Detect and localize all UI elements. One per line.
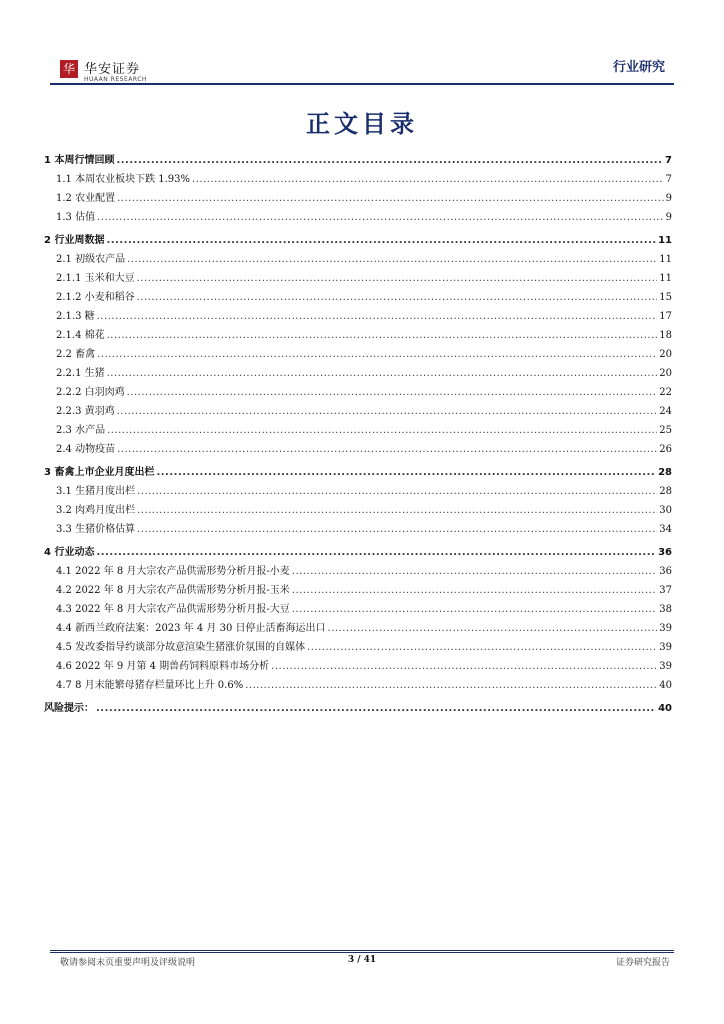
toc-section-entry[interactable] bbox=[44, 189, 672, 208]
toc-entry-page: 25 bbox=[659, 425, 672, 436]
toc-entry-page: 39 bbox=[659, 623, 672, 634]
toc-entry-label: 2.1.3 糖 bbox=[56, 311, 95, 322]
toc-entry-label: 2.2.1 生猪 bbox=[56, 368, 105, 379]
toc-entry-page: 36 bbox=[659, 566, 672, 577]
toc-dot-leader bbox=[245, 680, 657, 691]
toc-entry-label: 3.3 生猪价格估算 bbox=[56, 524, 136, 535]
toc-section-entry[interactable] bbox=[44, 482, 672, 501]
toc-dot-leader bbox=[117, 406, 658, 417]
toc-dot-leader bbox=[292, 604, 657, 615]
toc-entry-page: 40 bbox=[658, 703, 672, 714]
toc-entry-label: 4.5 发改委指导约谈部分故意渲染生猪涨价氛围的自媒体 bbox=[56, 642, 306, 653]
toc-entry-label: 1.1 本周农业板块下跌 1.93% bbox=[56, 174, 191, 185]
toc-dot-leader bbox=[97, 349, 657, 360]
toc-dot-leader bbox=[137, 486, 657, 497]
toc-section-entry[interactable] bbox=[44, 250, 672, 269]
logo-icon: 华 bbox=[60, 60, 78, 78]
toc-chapter-entry[interactable] bbox=[44, 543, 672, 562]
toc-entry-page: 7 bbox=[665, 155, 672, 166]
footer-divider-secondary bbox=[50, 952, 674, 953]
toc-dot-leader bbox=[127, 254, 657, 265]
toc-dot-leader bbox=[117, 444, 657, 455]
toc-dot-leader bbox=[137, 273, 658, 284]
toc-entry-page: 18 bbox=[659, 330, 672, 341]
page-header bbox=[0, 0, 724, 90]
toc-entry-label: 2.3 水产品 bbox=[56, 425, 106, 436]
toc-entry-label: 1 本周行情回顾 bbox=[44, 155, 115, 166]
toc-entry-page: 11 bbox=[659, 273, 672, 284]
toc-dot-leader bbox=[328, 623, 658, 634]
toc-dot-leader bbox=[192, 174, 664, 185]
toc-entry-label: 4.3 2022 年 8 月大宗农产品供需形势分析月报-大豆 bbox=[56, 604, 290, 615]
toc-dot-leader bbox=[292, 585, 657, 596]
toc-entry-label: 4.1 2022 年 8 月大宗农产品供需形势分析月报-小麦 bbox=[56, 566, 290, 577]
toc-section-entry[interactable] bbox=[44, 562, 672, 581]
toc-entry-label: 2.1 初级农产品 bbox=[56, 254, 126, 265]
toc-entry-page: 37 bbox=[659, 585, 672, 596]
toc-section-entry[interactable] bbox=[44, 501, 672, 520]
report-type: 行业研究 bbox=[612, 60, 665, 75]
toc-section-entry[interactable] bbox=[44, 269, 672, 288]
toc-entry-page: 22 bbox=[659, 387, 672, 398]
toc-entry-label: 3.2 肉鸡月度出栏 bbox=[56, 505, 136, 516]
toc-entry-label: 2.2.2 白羽肉鸡 bbox=[56, 387, 125, 398]
toc-entry-page: 36 bbox=[658, 547, 672, 558]
toc-dot-leader bbox=[107, 368, 658, 379]
footer-divider bbox=[50, 950, 674, 951]
toc-section-entry[interactable] bbox=[44, 676, 672, 695]
toc-dot-leader bbox=[127, 387, 658, 398]
toc-entry-label: 4.4 新西兰政府法案：2023 年 4 月 30 日停止活畜海运出口 bbox=[56, 623, 326, 634]
toc-entry-page: 34 bbox=[659, 524, 672, 535]
toc-entry-page: 20 bbox=[659, 349, 672, 360]
toc-entry-page: 20 bbox=[659, 368, 672, 379]
toc-dot-leader bbox=[137, 292, 658, 303]
toc-dot-leader bbox=[106, 235, 656, 246]
toc-entry-page: 11 bbox=[658, 235, 672, 246]
toc-entry-page: 39 bbox=[659, 661, 672, 672]
toc-entry-label: 3 畜禽上市企业月度出栏 bbox=[44, 467, 155, 478]
logo-subtitle: HUAAN RESEARCH bbox=[84, 76, 147, 83]
page-title: 正文目录 bbox=[306, 110, 418, 138]
toc-entry-label: 风险提示： bbox=[44, 703, 94, 714]
footer-doc-type: 证券研究报告 bbox=[615, 958, 670, 968]
toc-chapter-entry[interactable] bbox=[44, 699, 672, 718]
toc-entry-page: 9 bbox=[665, 193, 672, 204]
toc-entry-page: 7 bbox=[665, 174, 672, 185]
toc-entry-page: 9 bbox=[665, 212, 672, 223]
toc-entry-page: 17 bbox=[659, 311, 672, 322]
header-divider bbox=[50, 83, 674, 85]
toc-dot-leader bbox=[96, 703, 656, 714]
toc-entry-page: 26 bbox=[659, 444, 672, 455]
toc-section-entry[interactable] bbox=[44, 288, 672, 307]
toc-dot-leader bbox=[107, 425, 657, 436]
toc-entry-page: 40 bbox=[659, 680, 672, 691]
toc-entry-page: 39 bbox=[659, 642, 672, 653]
toc-entry-label: 2.1.1 玉米和大豆 bbox=[56, 273, 135, 284]
toc-section-entry[interactable] bbox=[44, 421, 672, 440]
toc-section-entry[interactable] bbox=[44, 364, 672, 383]
toc-dot-leader bbox=[271, 661, 657, 672]
toc-dot-leader bbox=[156, 467, 656, 478]
toc-entry-label: 2 行业周数据 bbox=[44, 235, 105, 246]
toc-entry-label: 4.6 2022 年 9 月第 4 期兽药饲料原料市场分析 bbox=[56, 661, 270, 672]
toc-section-entry[interactable] bbox=[44, 402, 672, 421]
toc-section-entry[interactable] bbox=[44, 638, 672, 657]
toc-entry-label: 2.2 畜禽 bbox=[56, 349, 96, 360]
toc-entry-label: 1.3 估值 bbox=[56, 212, 96, 223]
table-of-contents bbox=[44, 151, 672, 718]
toc-entry-label: 2.1.4 棉花 bbox=[56, 330, 105, 341]
toc-entry-page: 30 bbox=[659, 505, 672, 516]
footer-disclaimer: 敬请参阅末页重要声明及评级说明 bbox=[60, 958, 196, 968]
toc-dot-leader bbox=[292, 566, 657, 577]
toc-entry-page: 38 bbox=[659, 604, 672, 615]
toc-entry-label: 4 行业动态 bbox=[44, 547, 95, 558]
toc-dot-leader bbox=[137, 505, 657, 516]
toc-entry-label: 4.7 8 月末能繁母猪存栏量环比上升 0.6% bbox=[56, 680, 244, 691]
toc-section-entry[interactable] bbox=[44, 208, 672, 227]
toc-entry-label: 2.1.2 小麦和稻谷 bbox=[56, 292, 135, 303]
toc-dot-leader bbox=[96, 547, 656, 558]
toc-section-entry[interactable] bbox=[44, 307, 672, 326]
toc-entry-label: 1.2 农业配置 bbox=[56, 193, 116, 204]
toc-section-entry[interactable] bbox=[44, 383, 672, 402]
toc-section-entry[interactable] bbox=[44, 520, 672, 539]
toc-dot-leader bbox=[97, 311, 658, 322]
toc-entry-label: 2.4 动物疫苗 bbox=[56, 444, 116, 455]
toc-entry-page: 24 bbox=[659, 406, 672, 417]
toc-chapter-entry[interactable] bbox=[44, 151, 672, 170]
toc-chapter-entry[interactable] bbox=[44, 231, 672, 250]
toc-entry-label: 4.2 2022 年 8 月大宗农产品供需形势分析月报-玉米 bbox=[56, 585, 290, 596]
toc-dot-leader bbox=[107, 330, 658, 341]
toc-dot-leader bbox=[117, 193, 664, 204]
toc-entry-page: 15 bbox=[659, 292, 672, 303]
toc-section-entry[interactable] bbox=[44, 345, 672, 364]
toc-section-entry[interactable] bbox=[44, 600, 672, 619]
toc-entry-page: 11 bbox=[659, 254, 672, 265]
toc-dot-leader bbox=[137, 524, 657, 535]
toc-section-entry[interactable] bbox=[44, 326, 672, 345]
toc-section-entry[interactable] bbox=[44, 440, 672, 459]
toc-section-entry[interactable] bbox=[44, 657, 672, 676]
toc-section-entry[interactable] bbox=[44, 581, 672, 600]
toc-entry-label: 3.1 生猪月度出栏 bbox=[56, 486, 136, 497]
toc-dot-leader bbox=[307, 642, 657, 653]
page-number: 3 / 41 bbox=[347, 955, 377, 965]
toc-section-entry[interactable] bbox=[44, 170, 672, 189]
toc-entry-page: 28 bbox=[659, 486, 672, 497]
toc-section-entry[interactable] bbox=[44, 619, 672, 638]
toc-entry-page: 28 bbox=[658, 467, 672, 478]
toc-entry-label: 2.2.3 黄羽鸡 bbox=[56, 406, 115, 417]
toc-dot-leader bbox=[116, 155, 663, 166]
logo-name: 华安证券 bbox=[84, 62, 141, 77]
toc-chapter-entry[interactable] bbox=[44, 463, 672, 482]
toc-dot-leader bbox=[97, 212, 664, 223]
